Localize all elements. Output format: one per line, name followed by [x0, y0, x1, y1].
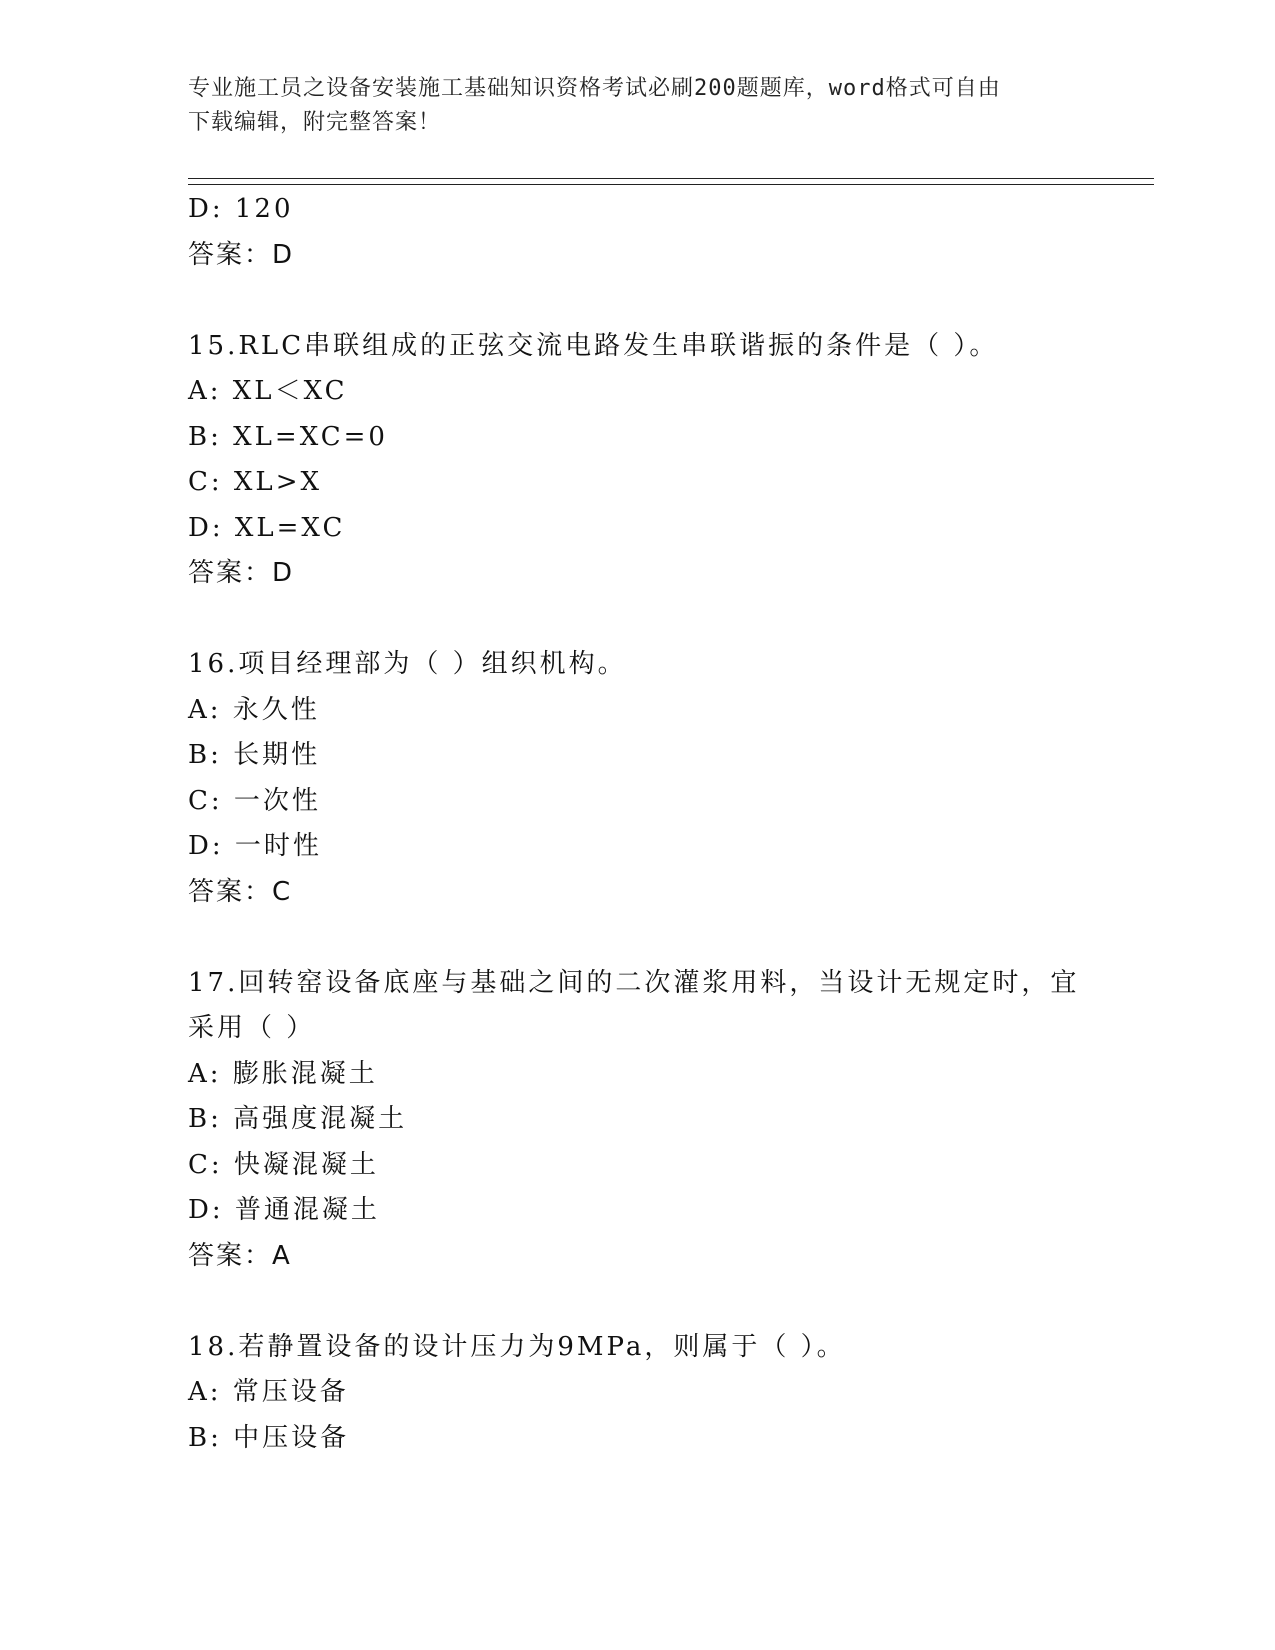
document-header: [188, 72, 1088, 140]
option-d: D: 普通混凝土: [188, 1195, 380, 1225]
option-b: B: 中压设备: [188, 1422, 350, 1453]
header-divider-top: [188, 178, 1154, 179]
spacer: [188, 597, 1108, 643]
question-list: [188, 187, 1108, 1461]
option-d: D: 一时性: [188, 831, 322, 861]
option-c: C: 快凝混凝土: [188, 1149, 379, 1180]
option-b: B: XL=XC=0: [188, 421, 388, 452]
answer-line: 答案：A: [188, 1240, 292, 1271]
question-stem: 16.项目经理部为（ ）组织机构。: [188, 649, 627, 679]
header-divider-bottom: [188, 184, 1154, 185]
question-stem: 15.RLC串联组成的正弦交流电路发生串联谐振的条件是（ ）。: [188, 330, 999, 361]
spacer: [188, 1279, 1108, 1325]
answer-line: 答案：D: [188, 239, 295, 270]
option-a: A: 常压设备: [188, 1377, 349, 1407]
question-stem-continued: 采用（ ）: [188, 1013, 316, 1043]
option-a: A: 永久性: [188, 694, 320, 725]
header-line-1: 专业施工员之设备安装施工基础知识资格考试必刷200题题库，word格式可自由: [188, 76, 1001, 101]
option-b: B: 高强度混凝土: [188, 1104, 408, 1134]
option-d: D: XL=XC: [188, 512, 346, 543]
answer-line: 答案：D: [188, 558, 295, 588]
option-c: C: XL>X: [188, 467, 322, 497]
option-a: A: 膨胀混凝土: [188, 1058, 378, 1089]
spacer: [188, 915, 1108, 961]
option-c: C: 一次性: [188, 785, 321, 816]
option-a: A: XL＜XC: [188, 376, 348, 406]
question-stem: 18.若静置设备的设计压力为9MPa，则属于（ ）。: [188, 1331, 846, 1362]
option-b: B: 长期性: [188, 740, 321, 770]
question-stem: 17.回转窑设备底座与基础之间的二次灌浆用料，当设计无规定时，宜: [188, 967, 1080, 998]
answer-line: 答案：C: [188, 876, 293, 907]
header-line-2: 下载编辑，附完整答案！: [188, 110, 442, 135]
spacer: [188, 278, 1108, 324]
option-d: D: 120: [188, 194, 294, 224]
